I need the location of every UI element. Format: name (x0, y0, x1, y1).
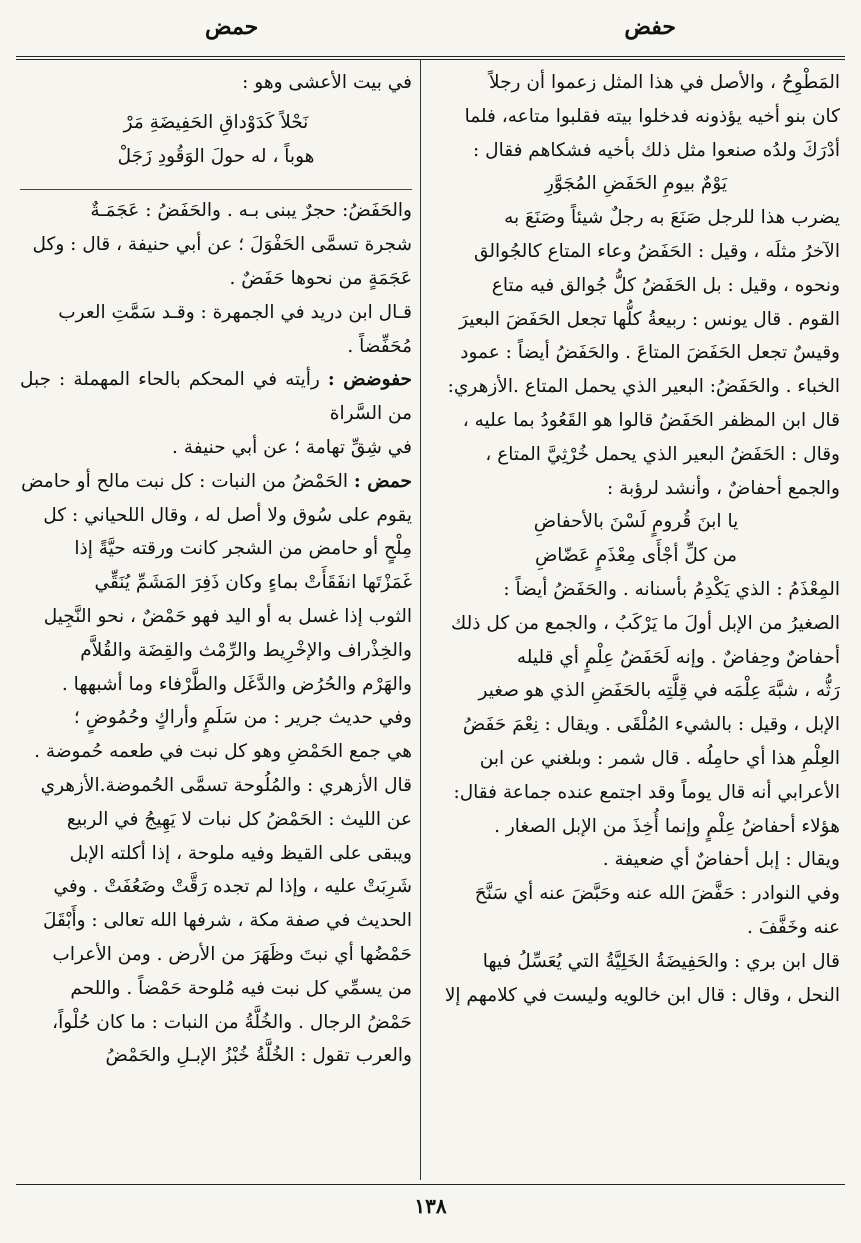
text-line: غَمَزْتَها انفَقَأَتْ بماءٍ وكان ذَفِرَ المَشَمِّ يُنَقِّي (94, 572, 412, 594)
paragraph (432, 201, 840, 505)
headword: حمض : (353, 470, 412, 492)
paragraph: في بيت الأعشى وهو : (242, 72, 412, 93)
text-line: شَرِبَتْ عليه ، وإذا لم تجده رَقَّتْ وضَعُفَتْ . وفي (53, 876, 412, 898)
text-line: شجرة تسمَّى الحَفْوَلَ ؛ عن أبي حنيفة ، قال : وكل (32, 234, 412, 256)
text-line: حَمْضُ الرجال . والخُلَّةُ من النبات : ما كان حُلْواً، (52, 1011, 412, 1033)
text-line: مُحَفِّضاً . (347, 335, 412, 357)
text-line: الخباء . والحَفَضُ: البعير الذي يحمل المتاع .الأزهري: (447, 376, 840, 398)
text-line: عَجَمَةٍ من نحوها حَفَضٌ . (229, 267, 412, 289)
paragraph (432, 66, 840, 167)
text-line: الحَمْضُ من النبات : كل نبت مالح أو حامض (21, 470, 349, 492)
text-line: أدْرَكَ ولدُه صنعوا مثل ذلك بأخيه فشكاهم فقال : (473, 139, 840, 161)
text-line: المِعْذَمُ : الذي يَكْدِمُ بأسنانه . والحَفَضُ أيضاً : (503, 578, 840, 600)
text-line: يقوم على سُوق ولا أصل له ، وقال اللحياني : كل (43, 504, 412, 526)
text-line: القوم . قال يونس : ربيعةُ كلُّها تجعل الحَفَضَ البعيرَ (459, 308, 840, 330)
text-line: يضرب هذا للرجل صَنَعَ به رجلٌ شيئاً وصَنَعَ به (504, 207, 840, 229)
text-line: الحديث في صفة مكة ، شرفها الله تعالى : وأَبْقَلَ (42, 910, 412, 932)
text-line: قـال ابن دريد في الجمهرة : وقـد سَمَّتِ العرب (58, 301, 412, 323)
text-line: الآخرُ مثلَه ، وقيل : الحَفَضُ وعاء المتاع كالجُوالق (473, 240, 840, 262)
verse-line: من كلِّ أجْأَى مِعْذَمٍ عَضّاضِ (534, 545, 738, 567)
running-header-left: حمض (205, 14, 259, 40)
text-line: وفي النوادر : حَفَّضَ الله عنه وحَبَّضَ عنه أي سَنَّحَ (474, 883, 840, 905)
entry-hafwadad (20, 363, 412, 464)
verse-line: نَحْلاً كَدَوْداقِ الحَفِيضَةِ مَرْ (123, 111, 309, 133)
right-column (432, 66, 840, 1012)
text-line: والهَرْم والحُرُض والدَّغَل والطَّرْفاء وما أشبهها . (61, 673, 412, 695)
verse (20, 106, 412, 174)
text-line: العِلْمِ هذا أي حامِلُه . قال شمر : وبلغني عن ابن (479, 747, 840, 769)
text-line: قال ابن بري : والحَفِيضَةُ الخَلِيَّةُ التي يُعَسِّلُ فيها (482, 950, 840, 972)
text-line: هي جمع الحَمْضِ وهو كل نبت في طعمه حُموضة . (34, 741, 412, 763)
text-line: رَثُّه ، شبَّهَ عِلْمَه في قِلَّتِه بالحَفَضِ الذي هو صغير (478, 680, 840, 702)
text-line: مِلْحٍ أو حامض من الشجر كانت ورقته حيَّةً إذا (74, 538, 412, 560)
text-line: حَمْضُها أي نبتَ وظَهَرَ من الأرض . ومن الأعراب (52, 943, 412, 965)
paragraph (20, 189, 412, 295)
paragraph (20, 296, 412, 364)
text-line: النحل ، وقال : قال ابن خالويه وليست في كلامهم إلا (444, 984, 840, 1006)
bottom-rule (16, 1184, 845, 1185)
top-rule-double (16, 59, 845, 60)
text-line: رأيته في المحكم بالحاء المهملة : جبل من السَّراة (20, 369, 412, 425)
text-line: في شِقِّ تهامة ؛ عن أبي حنيفة . (172, 436, 412, 458)
verse-line: يا ابنَ قُرومٍ لَسْنَ بالأحفاضِ (533, 511, 739, 533)
headword: حفوضض : (327, 369, 412, 391)
text-line: والحَفَضُ: حجرٌ يبنى بـه . والحَفَضُ : عَجَمَـةٌ (90, 200, 412, 222)
text-line: كان بنو أخيه يؤذونه فدخلوا بيته فقلبوا متاعه، فلما (464, 105, 840, 127)
text-line: ويقال : إبل أحفاضٌ أي ضعيفة . (602, 849, 840, 871)
text-line: هؤلاء أحفاضُ عِلْمٍ وإنما أُخِذَ من الإبل الصغار . (494, 815, 840, 837)
paragraph (432, 573, 840, 877)
paragraph (432, 877, 840, 945)
top-rule (16, 56, 845, 57)
text-line: الصغيرُ من الإبل أولَ ما يَرْكَبُ ، والجمع من كل ذلك (450, 612, 840, 634)
text-line: وفي حديث جرير : من سَلَمٍ وأراكٍ وحُمُوضٍ ؛ (73, 707, 412, 729)
page-number: ١٣٨ (414, 1194, 447, 1218)
text-line: عنه وخَفَّفَ . (746, 916, 840, 938)
verse: يَوْمٌ بيومِ الحَفَضِ المُجَوَّرِ (544, 173, 728, 195)
running-header-right: حفض (624, 14, 676, 40)
text-line: والخِذْراف والإخْرِيط والرِّمْث والقِضَة والقُلاَّم (80, 639, 412, 661)
text-line: وقيسٌ تجعل الحَفَضَ المتاعَ . والحَفَضُ أيضاً : عمود (460, 342, 840, 364)
entry-hamd (20, 465, 412, 1073)
text-line: من يسمِّي كل نبت فيه مُلوحة حَمْضاً . واللحم (70, 977, 412, 999)
column-divider (420, 60, 421, 1180)
text-line: ونحوه ، وقيل : بل الحَفَضُ كلُّ جُوالق فيه متاع (491, 274, 840, 296)
text-line: الأعرابي أنه قال يوماً وقد اجتمع عنده جماعة فقال: (453, 781, 840, 803)
text-line: والعرب تقول : الخُلَّةُ خُبْزُ الإبـلِ والحَمْضُ (105, 1045, 412, 1067)
text-line: الثوب إذا غسل به أو اليد فهو حَمْضٌ ، نحو النَّجِيل (43, 605, 412, 627)
text-line: الإبل ، وقيل : بالشيء المُلْقَى . ويقال : نِعْمَ حَفَضُ (462, 714, 840, 736)
paragraph (432, 945, 840, 1013)
verse (432, 505, 840, 573)
text-line: قال الأزهري : والمُلُوحة تسمَّى الحُموضة.الأزهري (40, 774, 412, 796)
verse-line: هوباً ، له حولَ الوَقُودِ زَجَلْ (117, 145, 315, 167)
text-line: أحفاضٌ وحِفاضٌ . وإنه لَحَفَضُ عِلْمٍ أي قليله (516, 646, 840, 668)
text-line: وقال : الحَفَضُ البعير الذي يحمل خُرْثِيَّ المتاع ، (485, 443, 840, 465)
left-column (20, 66, 412, 1073)
text-line: ويبقى على القيظ وفيه ملوحة ، إذا أكلته الإبل (69, 842, 412, 864)
text-line: والجمع أحفاضٌ ، وأنشد لرؤبة : (606, 477, 840, 499)
text-line: قال ابن المظفر الحَفَضُ قالوا هو القَعُودُ بما عليه ، (462, 409, 840, 431)
text-line: عن الليث : الحَمْضُ كل نبات لا يَهِيجُ في الربيع (66, 808, 412, 830)
text-line: المَطْوِحُ ، والأصل في هذا المثل زعموا أن رجلاً (489, 72, 840, 93)
